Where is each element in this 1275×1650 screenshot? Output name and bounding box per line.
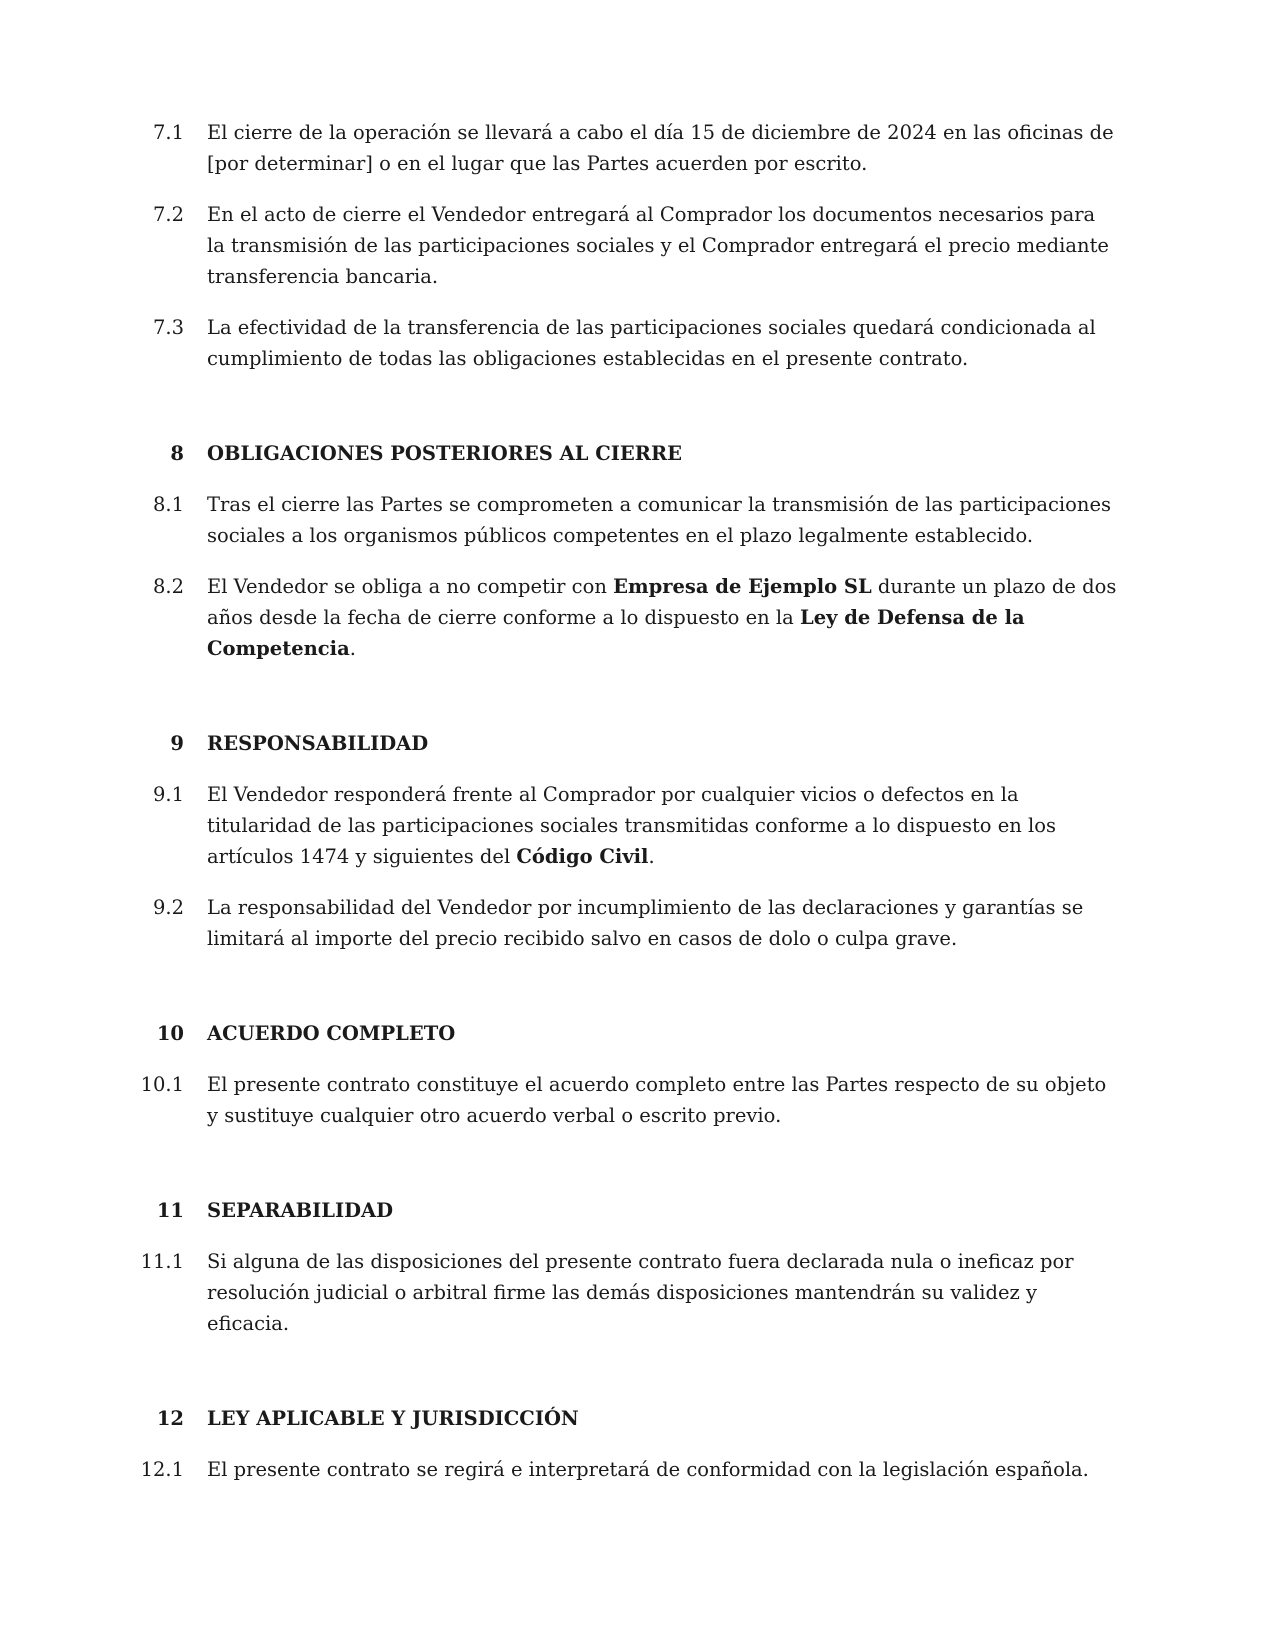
- section-title: SEPARABILIDAD: [207, 1199, 394, 1222]
- clause-12-1: [0, 1454, 1275, 1485]
- clause-text: Tras el cierre las Partes se comprometen a comunicar la transmisión de las participaciones sociales a los organismos públicos competentes en el plazo legalmente establecido.: [207, 493, 1111, 547]
- clause-number: 8.1: [152, 493, 184, 516]
- section-number: 8: [170, 442, 184, 465]
- clause-number: 12.1: [140, 1458, 184, 1481]
- clause-number: 11.1: [140, 1250, 184, 1273]
- section-number: 11: [156, 1199, 184, 1222]
- clause-number: 7.2: [152, 203, 184, 226]
- clause-text: Si alguna de las disposiciones del presente contrato fuera declarada nula o ineficaz por resolución judicial o arbitral firme las demás disposiciones mantendrán su validez y eficacia.: [207, 1250, 1074, 1335]
- clause-10-1: [0, 1069, 1275, 1131]
- document-body: [0, 117, 1275, 1505]
- clause-text: El presente contrato constituye el acuerdo completo entre las Partes respecto de su objeto y sustituye cualquier otro acuerdo verbal o escrito previo.: [207, 1073, 1107, 1127]
- section-heading-11: [0, 1195, 1275, 1226]
- section-heading-12: [0, 1403, 1275, 1434]
- clause-7-3: [0, 312, 1275, 374]
- clause-11-1: [0, 1246, 1275, 1339]
- section-number: 9: [170, 732, 184, 755]
- clause-text: [207, 571, 1117, 664]
- clause-number: 8.2: [152, 575, 184, 598]
- company-name: Empresa de Ejemplo SL: [613, 575, 872, 598]
- section-title: OBLIGACIONES POSTERIORES AL CIERRE: [207, 442, 683, 465]
- code-name: Código Civil: [516, 845, 649, 868]
- section-number: 10: [156, 1022, 184, 1045]
- section-title: RESPONSABILIDAD: [207, 732, 429, 755]
- clause-text-part: .: [648, 845, 655, 868]
- clause-9-1: [0, 779, 1275, 872]
- clause-8-1: [0, 489, 1275, 551]
- section-title: LEY APLICABLE Y JURISDICCIÓN: [207, 1407, 579, 1430]
- clause-7-1: [0, 117, 1275, 179]
- clause-text-part: El Vendedor responderá frente al Comprador por cualquier vicios o defectos en la titularidad de las participaciones sociales transmitidas conforme a lo dispuesto en los artículos 1474 y siguientes del: [207, 783, 1057, 868]
- clause-number: 7.1: [152, 121, 184, 144]
- clause-7-2: [0, 199, 1275, 292]
- clause-text-part: durante un plazo de dos años desde la fecha de cierre conforme a lo dispuesto en la: [207, 575, 1117, 629]
- clause-text: El cierre de la operación se llevará a cabo el día 15 de diciembre de 2024 en las oficinas de [por determinar] o en el lugar que las Partes acuerden por escrito.: [207, 121, 1114, 175]
- clause-number: 9.2: [152, 896, 184, 919]
- clause-text: El presente contrato se regirá e interpretará de conformidad con la legislación española.: [207, 1458, 1089, 1481]
- clause-number: 9.1: [152, 783, 184, 806]
- clause-text: La efectividad de la transferencia de las participaciones sociales quedará condicionada al cumplimiento de todas las obligaciones establecidas en el presente contrato.: [207, 316, 1096, 370]
- clause-number: 7.3: [152, 316, 184, 339]
- clause-text: [207, 779, 1117, 872]
- clause-text: La responsabilidad del Vendedor por incumplimiento de las declaraciones y garantías se limitará al importe del precio recibido salvo en casos de dolo o culpa grave.: [207, 896, 1084, 950]
- clause-8-2: [0, 571, 1275, 664]
- clause-text-part: .: [349, 637, 356, 660]
- law-name: Ley de Defensa de la Competencia: [207, 606, 1025, 660]
- clause-number: 10.1: [140, 1073, 184, 1096]
- clause-text-part: El Vendedor se obliga a no competir con: [207, 575, 614, 598]
- clause-text: En el acto de cierre el Vendedor entregará al Comprador los documentos necesarios para la transmisión de las participaciones sociales y el Comprador entregará el precio mediante transferencia bancaria.: [207, 203, 1109, 288]
- section-heading-10: [0, 1018, 1275, 1049]
- section-number: 12: [156, 1407, 184, 1430]
- section-heading-9: [0, 728, 1275, 759]
- section-heading-8: [0, 438, 1275, 469]
- clause-9-2: [0, 892, 1275, 954]
- section-title: ACUERDO COMPLETO: [207, 1022, 456, 1045]
